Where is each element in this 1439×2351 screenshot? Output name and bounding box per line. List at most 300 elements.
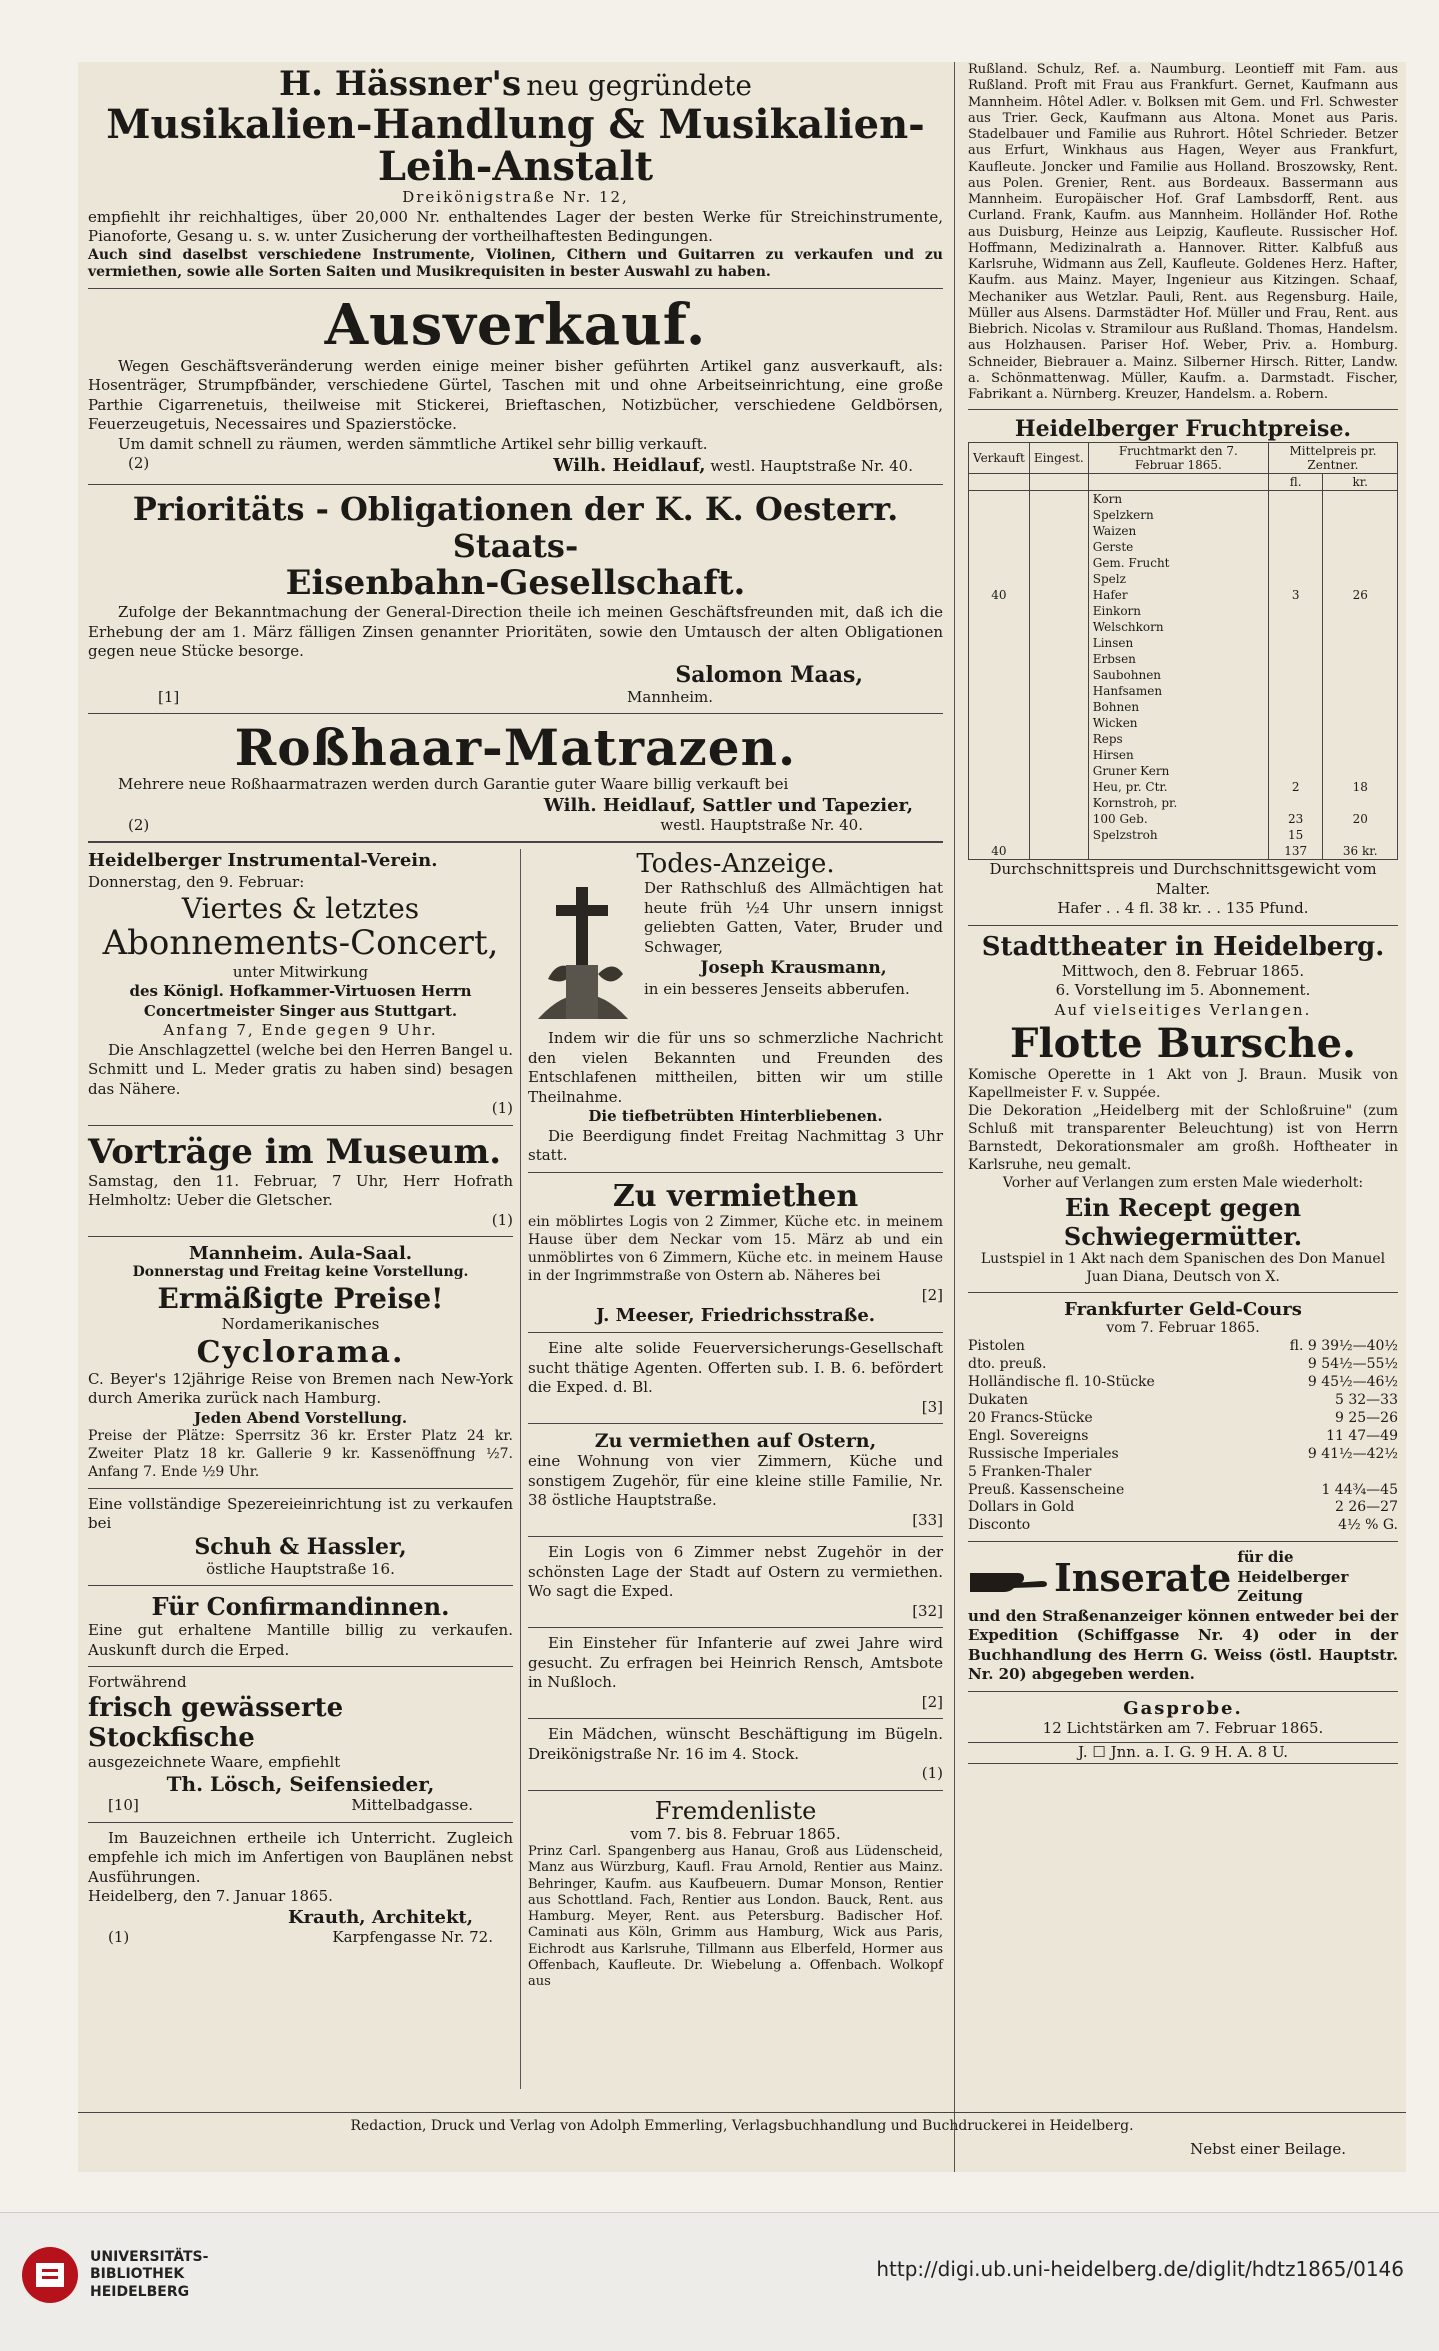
theater-vor: 6. Vorstellung im 5. Abonnement.	[1055, 981, 1311, 1000]
frucht-verkauft	[969, 811, 1030, 827]
kurs-label: Engl. Sovereigns	[968, 1427, 1089, 1444]
kurs-row	[968, 1392, 1398, 1410]
fremden-body: Prinz Carl. Spangenberg aus Hanau, Groß aus Lüdenscheid, Manz aus Würzburg, Kaufl. Frau Arnold, Rentier aus Mainz. Behringer, Kaufm. aus Kaufbeuern. Dumar Monson, Rentier aus Schottland. Fach, Rentier aus London. Bauck, Rent. aus Hamburg. Meyer, Rent. aus Petersburg. Badischer Hof. Caminati aus Köln, Grimm aus Hamburg, Wick aus Paris, Eichrodt aus Karlsruhe, Tillmann aus Elberfeld, Hormer aus Offenbach, Kaufleute. Dr. Wiebelung a. Offenbach. Wolkopf aus	[528, 1844, 943, 1990]
frucht-verkauft	[969, 763, 1030, 779]
frucht-fl	[1268, 491, 1323, 508]
ad-prioritaet	[88, 491, 943, 708]
frucht-row	[969, 779, 1398, 795]
frucht-verkauft	[969, 731, 1030, 747]
frucht-sub-fl: fl.	[1268, 474, 1323, 491]
bau-date: Heidelberg, den 7. Januar 1865.	[88, 1887, 333, 1906]
frucht-row	[969, 827, 1398, 843]
frucht-row	[969, 523, 1398, 539]
frucht-sorte: Waizen	[1088, 523, 1268, 539]
gas-body: 12 Lichtstärken am 7. Februar 1865.	[1042, 1718, 1324, 1737]
kurs-value: 5 32—33	[1335, 1392, 1398, 1409]
aula-sub: Nordamerikanisches	[221, 1315, 380, 1334]
frucht-row	[969, 795, 1398, 811]
divider	[88, 713, 943, 714]
prioritaet-title1: Prioritäts - Obligationen der K. K. Oesterr. Staats-	[132, 489, 899, 565]
frucht-row	[969, 699, 1398, 715]
verm-name: J. Meeser, Friedrichsstraße.	[595, 1305, 876, 1327]
frucht-head-eingest: Eingest.	[1029, 443, 1088, 474]
schuh-intro: Eine vollständige Spezereieinrichtung ist zu verkaufen bei	[88, 1494, 513, 1533]
frucht-verkauft	[969, 523, 1030, 539]
kurs-value: fl. 9 39½—40½	[1289, 1338, 1398, 1355]
maedchen-num: (1)	[921, 1764, 943, 1783]
frucht-hafer: Hafer . . 4 fl. 38 kr. . . 135 Pfund.	[1057, 899, 1309, 918]
frucht-sorte: Spelzkern	[1088, 507, 1268, 523]
frucht-fl	[1268, 619, 1323, 635]
library-name-1: UNIVERSITÄTS-	[90, 2248, 209, 2265]
frucht-kr	[1323, 635, 1398, 651]
divider	[88, 1488, 513, 1489]
frucht-sorte: Reps	[1088, 731, 1268, 747]
concert-title2: Abonnements-Concert,	[102, 923, 499, 964]
gas-title: Gasprobe.	[1123, 1697, 1243, 1719]
frucht-eingest	[1029, 619, 1088, 635]
frucht-row	[969, 763, 1398, 779]
aula-line: Donnerstag und Freitag keine Vorstellung.	[132, 1264, 469, 1281]
frucht-sorte: Welschkorn	[1088, 619, 1268, 635]
library-name-2: BIBLIOTHEK	[90, 2266, 185, 2283]
prioritaet-place: Mannheim.	[627, 687, 713, 706]
prioritaet-signer: Salomon Maas,	[675, 661, 863, 688]
frucht-kr	[1323, 603, 1398, 619]
frucht-sorte: Hanfsamen	[1088, 683, 1268, 699]
frucht-kr	[1323, 571, 1398, 587]
kurs-row	[968, 1482, 1398, 1500]
bau-num: (1)	[108, 1927, 130, 1946]
frucht-sorte: Spelz	[1088, 571, 1268, 587]
kurs-list	[968, 1338, 1398, 1535]
aula-body: C. Beyer's 12jährige Reise von Bremen nach New-York durch Amerika zurück nach Hamburg.	[88, 1369, 513, 1408]
kurs-label: Pistolen	[968, 1338, 1025, 1355]
divider	[88, 841, 943, 843]
kurs-label: Disconto	[968, 1517, 1031, 1534]
frucht-fl: 23	[1268, 811, 1323, 827]
frucht-sorte: Spelzstroh	[1088, 827, 1268, 843]
frucht-verkauft	[969, 667, 1030, 683]
frucht-fl	[1268, 555, 1323, 571]
fremden-title: Fremdenliste	[654, 1796, 817, 1825]
divider	[88, 484, 943, 485]
side-column	[968, 62, 1398, 1764]
frucht-eingest	[1029, 523, 1088, 539]
frucht-sorte	[1088, 843, 1268, 860]
kurs-label: dto. preuß.	[968, 1356, 1047, 1373]
half-columns	[88, 849, 943, 2089]
frucht-eingest	[1029, 683, 1088, 699]
frucht-verkauft	[969, 699, 1030, 715]
aula-jeden: Jeden Abend Vorstellung.	[193, 1408, 408, 1427]
todes-body: Der Rathschluß des Allmächtigen hat heute früh ½4 Uhr unsern innigst geliebten Gatten, Vater, Bruder und Schwager,	[644, 879, 943, 956]
gas-code: J. ☐ Jnn. a. I. G. 9 H. A. 8 U.	[968, 1742, 1398, 1764]
bau-addr: Karpfengasse Nr. 72.	[332, 1927, 493, 1946]
museum-num: (1)	[491, 1210, 513, 1229]
imprint: Redaction, Druck und Verlag von Adolph Emmerling, Verlagsbuchhandlung und Buchdruckerei in Heidelberg.	[350, 2118, 1134, 2134]
frucht-row	[969, 635, 1398, 651]
frucht-eingest	[1029, 635, 1088, 651]
museum-title: Vorträge im Museum.	[88, 1131, 502, 1172]
frucht-sorte: Korn	[1088, 491, 1268, 508]
kurs-value: 11 47—49	[1326, 1427, 1398, 1444]
schuh-name: Schuh & Hassler,	[194, 1533, 407, 1560]
todes-sig: Die tiefbetrübten Hinterbliebenen.	[588, 1107, 883, 1126]
frucht-verkauft	[969, 555, 1030, 571]
logis-num: [32]	[912, 1601, 943, 1620]
museum-body: Samstag, den 11. Februar, 7 Uhr, Herr Hofrath Helmholtz: Ueber die Gletscher.	[88, 1171, 513, 1210]
kurs-value: 4½ % G.	[1338, 1517, 1398, 1534]
theater-title: Stadttheater in Heidelberg.	[981, 931, 1385, 962]
frucht-eingest	[1029, 795, 1088, 811]
todes-body2: in ein besseres Jenseits abberufen.	[644, 979, 910, 998]
frucht-kr: 18	[1323, 779, 1398, 795]
frucht-row	[969, 619, 1398, 635]
kurs-value: 2 26—27	[1335, 1499, 1398, 1516]
fisch-name: Th. Lösch, Seifensieder,	[166, 1772, 435, 1797]
kurs-row	[968, 1410, 1398, 1428]
frucht-head-verkauft: Verkauft	[969, 443, 1030, 474]
frucht-fl: 2	[1268, 779, 1323, 795]
todes-body4: Die Beerdigung findet Freitag Nachmittag 3 Uhr statt.	[528, 1126, 943, 1165]
divider	[528, 1536, 943, 1537]
frucht-kr: 26	[1323, 587, 1398, 603]
frucht-sorte: Kornstroh, pr.	[1088, 795, 1268, 811]
frucht-kr	[1323, 747, 1398, 763]
column-rule	[520, 849, 521, 2089]
bau-body: Im Bauzeichnen ertheile ich Unterricht. Zugleich empfehle ich mich im Anfertigen von Bauplänen nebst Ausführungen.	[88, 1828, 513, 1886]
verm-title: Zu vermiethen	[612, 1178, 859, 1214]
frucht-eingest	[1029, 667, 1088, 683]
fisch-intro: Fortwährend	[88, 1673, 187, 1692]
aula-preise: Ermäßigte Preise!	[157, 1282, 444, 1316]
frucht-eingest	[1029, 571, 1088, 587]
frucht-kr: 20	[1323, 811, 1398, 827]
frucht-verkauft	[969, 683, 1030, 699]
aula-head: Mannheim. Aula-Saal.	[188, 1243, 413, 1265]
frucht-sorte: Gruner Kern	[1088, 763, 1268, 779]
theater-body: Komische Operette in 1 Akt von J. Braun. Musik von Kapellmeister F. v. Suppée.	[968, 1067, 1398, 1102]
frucht-eingest	[1029, 843, 1088, 860]
frucht-row	[969, 555, 1398, 571]
frucht-eingest	[1029, 587, 1088, 603]
hotel-list: Rußland. Schulz, Ref. a. Naumburg. Leontieff mit Fam. aus Rußland. Proft mit Frau aus Frankfurt. Gernet, Kaufmann aus Mannheim. Hôtel Adler. v. Bolksen mit Gem. und Frl. Schwester aus Trier. Geck, Kaufmann aus Altona. Monet aus Paris. Stadelbauer und Familie aus Ruhrort. Hôtel Schrieder. Betzer aus Erfurt, Winkhaus aus Hagen, Weyer aus Frankfurt, Kaufleute. Joncker und Familie aus Holland. Broszowsky, Rent. aus Polen. Grenier, Rent. aus Bordeaux. Bassermann aus Mannheim. Europäischer Hof. Graf Lambsdorff, Rent. aus Curland. Frank, Kaufm. aus Mannheim. Holländer Hof. Rothe aus Duisburg, Heinze aus Leipzig, Kaufleute. Russischer Hof. Hoffmann, Medizinalrath a. Hannover. Ritter. Kalbfuß aus Karlsruhe, Widmann aus Zell, Kaufleute. Goldenes Herz. Hafter, Kaufm. aus Mainz. Mayer, Ingenieur aus Kitzingen. Schaaf, Mechaniker aus Wetzlar. Pauli, Rent. aus Regensburg. Haile, Müller aus Alsens. Darmstädter Hof. Müller und Frau, Rent. aus Biebrich. Nicolas v. Stramilour aus Rußland. Thomas, Handelsm. aus Holzhausen. Pariser Hof. Weber, Priv. a. Homburg. Schneider, Biebrauer a. Mainz. Silberner Hirsch. Ritter, Landw. a. Schönmattenwag. Müller, Kaufm. a. Darmstadt. Fischer, Fabrikant a. Nürnberg. Kreuzer, Handelsm. a. Robern.	[968, 62, 1398, 402]
konf-body: Eine gut erhaltene Mantille billig zu verkaufen. Auskunft durch die Erped.	[88, 1621, 513, 1659]
frucht-kr	[1323, 763, 1398, 779]
ausverkauf-body: Wegen Geschäftsveränderung werden einige meiner bisher geführten Artikel ganz ausverkauft, als: Hosenträger, Strumpfbänder, verschiedene Gürtel, Taschen mit und ohne Arbeitseinrichtung, eine große Parthie Cigarrenetuis, theilweise mit Stickerei, Brieftaschen, Notizbücher, verschiedene Geldbörsen, Feuerzeugetuis, Necessaires und Spazierstöcke.	[88, 356, 943, 434]
frucht-verkauft	[969, 491, 1030, 508]
divider	[88, 288, 943, 289]
ad-matratzen	[88, 720, 943, 835]
frucht-row	[969, 491, 1398, 508]
kurs-row	[968, 1428, 1398, 1446]
frucht-verkauft	[969, 651, 1030, 667]
cross-icon	[528, 879, 638, 1029]
haessner-name: H. Hässner's	[279, 64, 522, 104]
todes-title: Todes-Anzeige.	[636, 849, 835, 880]
bau-name: Krauth, Architekt,	[288, 1906, 473, 1928]
left-half	[88, 849, 513, 1947]
ostern-body: eine Wohnung von vier Zimmern, Küche und sonstigem Zugehör, für eine kleine stille Familie, Nr. 38 östliche Hauptstraße.	[528, 1452, 943, 1510]
frucht-kr	[1323, 539, 1398, 555]
matratzen-body: Mehrere neue Roßhaarmatrazen werden durch Garantie guter Waare billig verkauft bei	[118, 775, 789, 794]
frucht-verkauft	[969, 795, 1030, 811]
frucht-verkauft	[969, 635, 1030, 651]
frucht-kr	[1323, 491, 1398, 508]
frucht-fl	[1268, 523, 1323, 539]
frucht-verkauft	[969, 779, 1030, 795]
frucht-fl	[1268, 603, 1323, 619]
matratzen-signer: Wilh. Heidlauf, Sattler und Tapezier,	[543, 794, 913, 816]
frucht-fl	[1268, 651, 1323, 667]
frucht-fl	[1268, 699, 1323, 715]
ausverkauf-addr: westl. Hauptstraße Nr. 40.	[710, 457, 913, 476]
concert-body: Die Anschlagzettel (welche bei den Herren Bangel u. Schmitt und L. Meder gratis zu haben sind) besagen das Nähere.	[88, 1040, 513, 1098]
source-url-link[interactable]: http://digi.ub.uni-heidelberg.de/diglit/hdtz1865/0146	[876, 2257, 1404, 2281]
ausverkauf-signer: Wilh. Heidlauf,	[553, 455, 706, 477]
kurs-label: 20 Francs-Stücke	[968, 1409, 1093, 1426]
inserate-side: für die Heidelberger Zeitung	[1237, 1548, 1349, 1606]
frucht-sorte: Gerste	[1088, 539, 1268, 555]
newspaper-page	[78, 62, 1406, 2172]
kurs-title: Frankfurter Geld-Cours	[1064, 1299, 1302, 1321]
maedchen-body: Ein Mädchen, wünscht Beschäftigung im Bügeln. Dreikönigstraße Nr. 16 im 4. Stock.	[528, 1725, 943, 1763]
frucht-kr	[1323, 507, 1398, 523]
konf-title: Für Confirmandinnen.	[151, 1592, 450, 1622]
ausverkauf-title: Ausverkauf.	[324, 292, 707, 359]
frucht-verkauft	[969, 539, 1030, 555]
einsteher-body: Ein Einsteher für Infanterie auf zwei Jahre wird gesucht. Zu erfragen bei Heinrich Rensch, Amtsbote in Nußloch.	[528, 1634, 943, 1692]
divider	[968, 409, 1398, 410]
divider	[88, 1822, 513, 1823]
concert-mit: unter Mitwirkung	[232, 962, 369, 981]
frucht-sorte: Hirsen	[1088, 747, 1268, 763]
frucht-table	[968, 442, 1398, 860]
kurs-date: vom 7. Februar 1865.	[1106, 1320, 1260, 1337]
frucht-fl: 15	[1268, 827, 1323, 843]
inserate-body: und den Straßenanzeiger können entweder bei der Expedition (Schiffgasse Nr. 4) oder in der Buchhandlung des Herrn G. Weiss (östl. Hauptstr. Nr. 20) abgegeben werden.	[968, 1606, 1398, 1684]
frucht-kr	[1323, 555, 1398, 571]
matratzen-num: (2)	[128, 815, 150, 834]
frucht-row	[969, 747, 1398, 763]
frucht-eingest	[1029, 491, 1088, 508]
kurs-value: 9 41½—42½	[1307, 1445, 1398, 1462]
fisch-num: [10]	[108, 1796, 139, 1815]
concert-org: Heidelberger Instrumental-Verein.	[88, 850, 438, 872]
kurs-row	[968, 1374, 1398, 1392]
frucht-eingest	[1029, 651, 1088, 667]
kurs-value: 9 25—26	[1335, 1409, 1398, 1426]
theater-auf: Auf vielseitiges Verlangen.	[1054, 1000, 1312, 1019]
frucht-kr	[1323, 667, 1398, 683]
frucht-fl	[1268, 571, 1323, 587]
kurs-label: Preuß. Kassenscheine	[968, 1481, 1125, 1498]
frucht-verkauft: 40	[969, 843, 1030, 860]
frucht-row	[969, 587, 1398, 603]
ostern-num: [33]	[912, 1510, 943, 1529]
verm-num: [2]	[921, 1285, 943, 1304]
main-column	[88, 62, 943, 2089]
frucht-fl	[1268, 731, 1323, 747]
frucht-eingest	[1029, 507, 1088, 523]
frucht-fl	[1268, 763, 1323, 779]
fremden-date: vom 7. bis 8. Februar 1865.	[630, 1824, 841, 1843]
ausverkauf-num: (2)	[128, 454, 150, 473]
divider	[528, 1172, 943, 1173]
todes-name: Joseph Krausmann,	[700, 958, 887, 979]
frucht-fl	[1268, 715, 1323, 731]
frucht-fl	[1268, 667, 1323, 683]
frucht-kr	[1323, 827, 1398, 843]
frucht-sorte: Wicken	[1088, 715, 1268, 731]
concert-time: Anfang 7, Ende gegen 9 Uhr.	[163, 1021, 438, 1040]
frucht-kr	[1323, 795, 1398, 811]
theater-body4: Lustspiel in 1 Akt nach dem Spanischen des Don Manuel Juan Diana, Deutsch von X.	[980, 1250, 1386, 1285]
frucht-verkauft	[969, 715, 1030, 731]
frucht-row	[969, 683, 1398, 699]
library-logo-icon	[20, 2245, 80, 2305]
beilage: Nebst einer Beilage.	[1190, 2140, 1346, 2158]
feuer-num: [3]	[921, 1397, 943, 1416]
frucht-sorte: Saubohnen	[1088, 667, 1268, 683]
frucht-eingest	[1029, 811, 1088, 827]
frucht-verkauft	[969, 603, 1030, 619]
kurs-row	[968, 1464, 1398, 1482]
frucht-kr	[1323, 699, 1398, 715]
frucht-eingest	[1029, 731, 1088, 747]
frucht-eingest	[1029, 779, 1088, 795]
kurs-row	[968, 1517, 1398, 1535]
kurs-label: Holländische fl. 10-Stücke	[968, 1374, 1155, 1391]
kurs-label: 5 Franken-Thaler	[968, 1463, 1092, 1480]
frucht-row	[969, 811, 1398, 827]
divider	[528, 1790, 943, 1791]
aula-title: Cyclorama.	[196, 1334, 405, 1370]
prioritaet-num: [1]	[158, 687, 180, 706]
kurs-row	[968, 1356, 1398, 1374]
frucht-kr	[1323, 715, 1398, 731]
frucht-fl	[1268, 507, 1323, 523]
frucht-sorte: Heu, pr. Ctr.	[1088, 779, 1268, 795]
frucht-eingest	[1029, 603, 1088, 619]
kurs-label: Russische Imperiales	[968, 1445, 1119, 1462]
frucht-sorte: 100 Geb.	[1088, 811, 1268, 827]
theater-date: Mittwoch, den 8. Februar 1865.	[1061, 961, 1305, 980]
frucht-kr: 36 kr.	[1323, 843, 1398, 860]
theater-body3: Vorher auf Verlangen zum ersten Male wiederholt:	[1002, 1174, 1364, 1191]
divider	[968, 1541, 1398, 1542]
library-name-3: HEIDELBERG	[90, 2283, 190, 2300]
frucht-fl	[1268, 539, 1323, 555]
frucht-verkauft: 40	[969, 587, 1030, 603]
fisch-addr: Mittelbadgasse.	[351, 1796, 473, 1815]
frucht-kr	[1323, 731, 1398, 747]
ad-haessner	[88, 62, 943, 282]
concert-who: Concertmeister Singer aus Stuttgart.	[143, 1001, 458, 1020]
matratzen-title: Roßhaar-Matrazen.	[234, 718, 797, 778]
fisch-body: ausgezeichnete Waare, empfiehlt	[88, 1752, 341, 1771]
frucht-row	[969, 843, 1398, 860]
frucht-head-preis: Mittelpreis pr. Zentner.	[1268, 443, 1397, 474]
frucht-title: Heidelberger Fruchtpreise.	[1014, 416, 1352, 443]
logis-body: Ein Logis von 6 Zimmer nebst Zugehör in der schönsten Lage der Stadt auf Ostern zu vermiethen. Wo sagt die Exped.	[528, 1543, 943, 1601]
frucht-sorte: Linsen	[1088, 635, 1268, 651]
frucht-sorte: Erbsen	[1088, 651, 1268, 667]
fisch-title: frisch gewässerte Stockfische	[88, 1692, 344, 1753]
frucht-eingest	[1029, 539, 1088, 555]
theater-play: Flotte Bursche.	[1010, 1020, 1356, 1068]
pointing-hand-icon	[968, 1561, 1048, 1595]
frucht-eingest	[1029, 827, 1088, 843]
divider	[528, 1627, 943, 1628]
kurs-row	[968, 1446, 1398, 1464]
verm-body: ein möblirtes Logis von 2 Zimmer, Küche etc. in meinem Hause über dem Neckar vom 15. März ab und ein unmöblirtes von 6 Zimmern, Küche etc. in meinem Hause in der Ingrimmstraße von Ostern ab. Näheres bei	[528, 1213, 943, 1284]
frucht-rows	[969, 491, 1398, 860]
frucht-kr	[1323, 523, 1398, 539]
kurs-label: Dukaten	[968, 1392, 1028, 1409]
haessner-body: empfiehlt ihr reichhaltiges, über 20,000 Nr. enthaltendes Lager der besten Werke für Streichinstrumente, Pianoforte, Gesang u. s. w. unter Zusicherung der vortheilhaftesten Bedingungen.	[88, 207, 943, 245]
ad-ausverkauf	[88, 292, 943, 477]
feuer-body: Eine alte solide Feuerversicherungs-Gesellschaft sucht thätige Agenten. Offerten sub. I. B. 6. befördert die Exped. d. Bl.	[528, 1339, 943, 1397]
frucht-fl	[1268, 747, 1323, 763]
frucht-row	[969, 539, 1398, 555]
divider	[968, 1691, 1398, 1692]
frucht-head-markt: Fruchtmarkt den 7. Februar 1865.	[1088, 443, 1268, 474]
kurs-row	[968, 1499, 1398, 1517]
divider	[968, 1292, 1398, 1293]
frucht-kr	[1323, 683, 1398, 699]
schuh-addr: östliche Hauptstraße 16.	[206, 1559, 395, 1578]
library-footer	[0, 2212, 1439, 2351]
kurs-value: 1 44¾—45	[1321, 1481, 1398, 1498]
divider	[968, 925, 1398, 926]
frucht-eingest	[1029, 763, 1088, 779]
haessner-address: Dreikönigstraße Nr. 12,	[402, 188, 629, 206]
concert-date: Donnerstag, den 9. Februar:	[88, 872, 305, 891]
frucht-verkauft	[969, 507, 1030, 523]
frucht-fl	[1268, 683, 1323, 699]
kurs-value: 9 45½—46½	[1307, 1374, 1398, 1391]
frucht-verkauft	[969, 747, 1030, 763]
frucht-eingest	[1029, 747, 1088, 763]
kurs-label: Dollars in Gold	[968, 1499, 1075, 1516]
frucht-row	[969, 667, 1398, 683]
kurs-row	[968, 1338, 1398, 1356]
column-rule	[954, 62, 955, 2172]
divider	[88, 1585, 513, 1586]
theater-play2: Ein Recept gegen Schwiegermütter.	[1063, 1192, 1303, 1251]
frucht-row	[969, 651, 1398, 667]
concert-title1: Viertes & letztes	[181, 892, 420, 926]
haessner-sub: neu gegründete	[526, 69, 752, 102]
divider	[528, 1423, 943, 1424]
frucht-sorte: Gem. Frucht	[1088, 555, 1268, 571]
theater-body2: Die Dekoration „Heidelberg mit der Schloßruine" (zum Schluß mit transparenter Beleuchtung) ist von Herrn Barnstedt, Dekorationsmaler am großh. Hoftheater in Karlsruhe, neu gemalt.	[968, 1103, 1398, 1173]
frucht-row	[969, 571, 1398, 587]
frucht-eingest	[1029, 555, 1088, 571]
frucht-sorte: Hafer	[1088, 587, 1268, 603]
frucht-eingest	[1029, 699, 1088, 715]
frucht-fl	[1268, 795, 1323, 811]
kurs-value: 9 54½—55½	[1307, 1356, 1398, 1373]
haessner-title: Musikalien-Handlung & Musikalien-Leih-Anstalt	[106, 101, 925, 190]
frucht-fl	[1268, 635, 1323, 651]
divider	[88, 1236, 513, 1237]
frucht-avg: Durchschnittspreis und Durchschnittsgewicht vom Malter.	[989, 860, 1377, 898]
frucht-sub-kr: kr.	[1323, 474, 1398, 491]
prioritaet-title2: Eisenbahn-Gesellschaft.	[285, 563, 746, 604]
